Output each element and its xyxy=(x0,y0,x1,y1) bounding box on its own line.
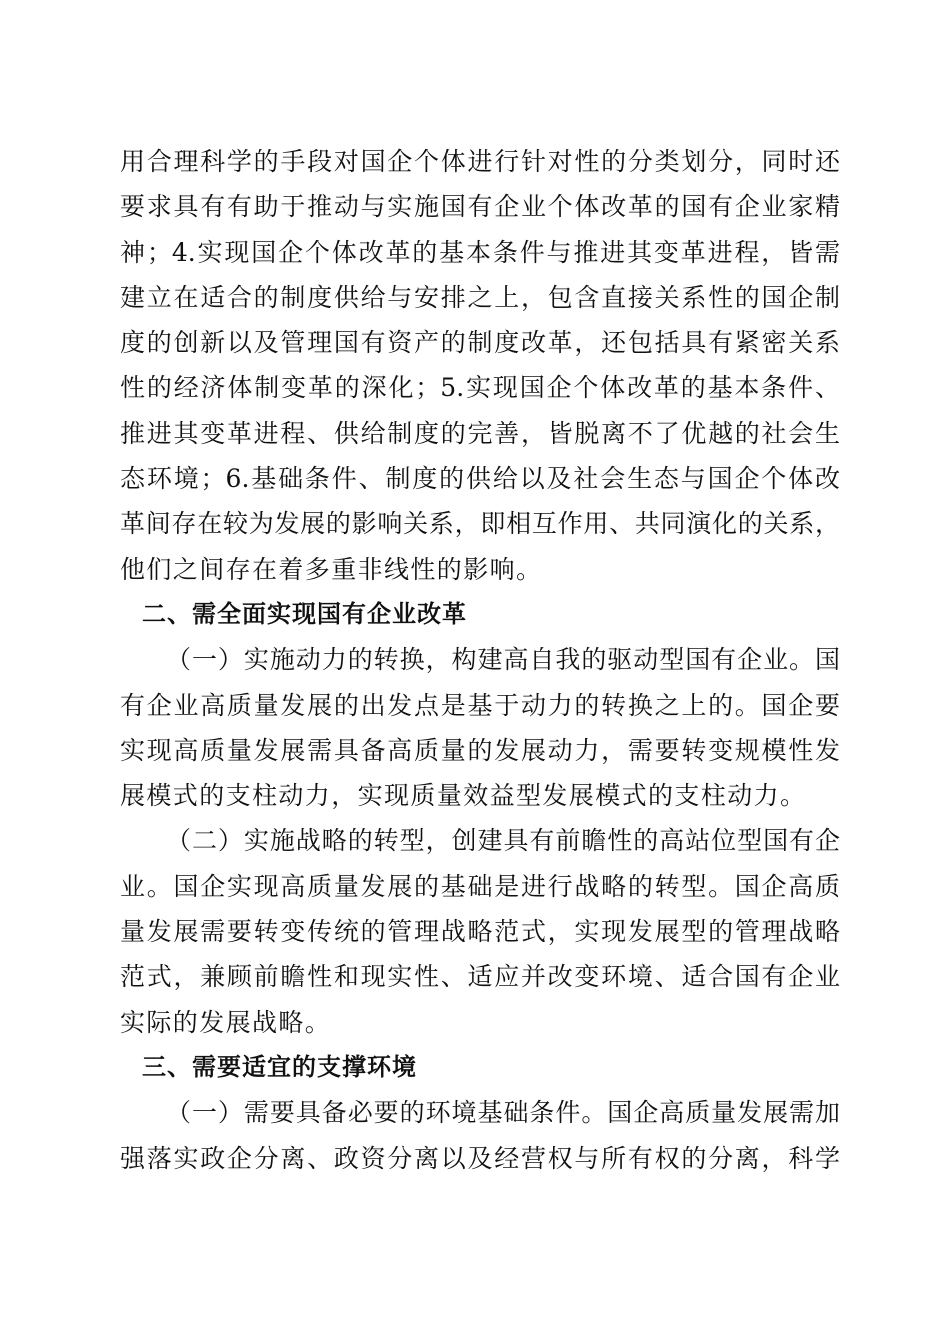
paragraph-line: （二）实施战略的转型，创建具有前瞻性的高站位型国有企 xyxy=(166,826,840,856)
paragraph-line: 神；4.实现国企个体改革的基本条件与推进其变革进程，皆需 xyxy=(120,237,840,267)
paragraph-line: 革间存在较为发展的影响关系，即相互作用、共同演化的关系， xyxy=(120,509,840,539)
paragraph-line: 展模式的支柱动力，实现质量效益型发展模式的支柱动力。 xyxy=(120,781,807,811)
paragraph-line: 建立在适合的制度供给与安排之上，包含直接关系性的国企制 xyxy=(120,282,840,312)
section-heading: 二、需全面实现国有企业改革 xyxy=(142,599,467,628)
paragraph-line: 实现高质量发展需具备高质量的发展动力，需要转变规模性发 xyxy=(120,735,840,765)
paragraph-line: 量发展需要转变传统的管理战略范式，实现发展型的管理战略 xyxy=(120,917,840,947)
paragraph-line: 范式，兼顾前瞻性和现实性、适应并改变环境、适合国有企业 xyxy=(120,962,840,992)
paragraph-line: 实际的发展战略。 xyxy=(120,1007,332,1037)
paragraph-line: 业。国企实现高质量发展的基础是进行战略的转型。国企高质 xyxy=(120,871,840,901)
paragraph-line: （一）需要具备必要的环境基础条件。国企高质量发展需加 xyxy=(166,1098,840,1128)
paragraph-line: 度的创新以及管理国有资产的制度改革，还包括具有紧密关系 xyxy=(120,328,840,358)
paragraph-line: 有企业高质量发展的出发点是基于动力的转换之上的。国企要 xyxy=(120,690,840,720)
paragraph-line: 他们之间存在着多重非线性的影响。 xyxy=(120,554,543,584)
paragraph-line: 性的经济体制变革的深化；5.实现国企个体改革的基本条件、 xyxy=(120,373,840,403)
paragraph-line: 推进其变革进程、供给制度的完善，皆脱离不了优越的社会生 xyxy=(120,418,840,448)
paragraph-line: 要求具有有助于推动与实施国有企业个体改革的国有企业家精 xyxy=(120,192,840,222)
paragraph-line: 态环境；6.基础条件、制度的供给以及社会生态与国企个体改 xyxy=(120,464,840,494)
document-body xyxy=(120,139,840,1181)
paragraph-line: （一）实施动力的转换，构建高自我的驱动型国有企业。国 xyxy=(166,645,840,675)
paragraph-line: 用合理科学的手段对国企个体进行针对性的分类划分，同时还 xyxy=(120,147,840,176)
section-heading: 三、需要适宜的支撑环境 xyxy=(142,1052,417,1081)
paragraph-line: 强落实政企分离、政资分离以及经营权与所有权的分离，科学 xyxy=(120,1143,840,1173)
